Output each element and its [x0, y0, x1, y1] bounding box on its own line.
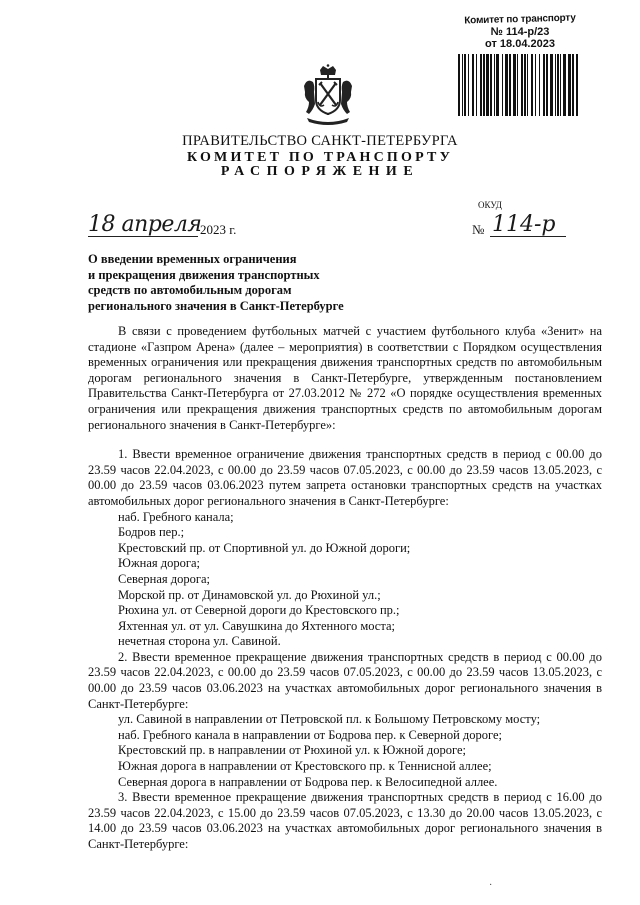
date-underline	[88, 236, 198, 237]
document-subject	[88, 252, 344, 314]
road-list-item: Южная дорога в направлении от Крестовского пр. к Теннисной аллее;	[118, 759, 492, 774]
date-number-row	[88, 212, 568, 242]
road-list-item: Бодров пер.;	[118, 525, 185, 540]
road-list-item: Северная дорога в направлении от Бодрова пер. к Велосипедной аллее.	[118, 774, 498, 789]
road-list-item: Морской пр. от Динамовской ул. до Рюхиной ул.;	[118, 587, 381, 602]
government-title: ПРАВИТЕЛЬСТВО САНКТ-ПЕТЕРБУРГА	[182, 133, 458, 149]
coat-of-arms-icon	[301, 64, 355, 126]
road-list-item: наб. Гребного канала в направлении от Бодрова пер. к Северной дороге;	[118, 727, 503, 742]
subject-line: О введении временных ограничения	[88, 252, 297, 266]
registration-stamp	[440, 14, 600, 50]
okud-label: ОКУД	[478, 200, 502, 210]
road-list-item: Южная дорога;	[118, 556, 201, 571]
document-type-title: РАСПОРЯЖЕНИЕ	[220, 164, 420, 179]
handwritten-number: 114-р	[492, 212, 556, 237]
subject-line: и прекращения движения транспортных	[88, 267, 320, 282]
road-list-item: Яхтенная ул. от ул. Савушкина до Яхтенного моста;	[118, 618, 395, 633]
date-year: 2023 г.	[200, 222, 237, 237]
road-list-item: Крестовский пр. от Спортивной ул. до Южной дороги;	[118, 540, 411, 555]
road-list-item: нечетная сторона ул. Савиной.	[118, 634, 281, 649]
item-2-paragraph: 2. Ввести временное прекращение движения транспортных средств в период с 00.00 до 23.59 часов 22.04.2023, с 00.00 до 23.59 часов 07.05.2023, с 00.00 до 23.59 часов 13.05.2023, с 00.00 до 23.59 часов 03.06.2023 на участках автомобильных дорог регионального значения в Санкт-Петербурге:	[88, 649, 602, 711]
item-3-paragraph: 3. Ввести временное прекращение движения транспортных средств в период с 16.00 до 23.59 часов 22.04.2023, с 15.00 до 23.59 часов 07.05.2023, с 13.30 до 20.00 часов 13.05.2023, с 14.00 до 23.59 часов 03.06.2023 на участках автомобильных дорог регионального значения в Санкт-Петербурге:	[88, 790, 602, 851]
scan-mark: ·	[489, 880, 493, 891]
road-list-item: Северная дорога;	[118, 571, 211, 586]
road-list-item: ул. Савиной в направлении от Петровской пл. к Большому Петровскому мосту;	[118, 712, 541, 727]
number-label: №	[472, 222, 485, 237]
handwritten-date: 18 апреля	[88, 212, 202, 237]
road-list-item: наб. Гребного канала;	[118, 509, 234, 524]
stamp-organization: Комитет по транспорту	[464, 12, 576, 27]
road-list-item: Крестовский пр. в направлении от Рюхиной ул. к Южной дороге;	[118, 743, 467, 758]
committee-title: КОМИТЕТ ПО ТРАНСПОРТУ	[186, 150, 454, 165]
stamp-number: № 114-р/23	[490, 26, 550, 38]
road-list-item: Рюхина ул. от Северной дороги до Крестовского пр.;	[118, 603, 400, 618]
barcode-icon	[458, 54, 580, 116]
subject-line: средств по автомобильным дорогам	[88, 283, 292, 297]
item-1-paragraph: 1. Ввести временное ограничение движения транспортных средств в период с 00.00 до 23.59 часов 22.04.2023, с 00.00 до 23.59 часов 07.05.2023, с 00.00 до 23.59 часов 13.05.2023, с 00.00 до 23.59 часов 03.06.2023 путем запрета остановки транспортных средств на участках автомобильных дорог регионального значения в Санкт-Петербурге:	[88, 447, 602, 508]
stamp-date: от 18.04.2023	[485, 38, 555, 50]
preamble-paragraph: В связи с проведением футбольных матчей с участием футбольного клуба «Зенит» на стадионе «Газпром Арена» (далее – мероприятия) в соответствии с Порядком осуществления временных ограничения или прекращения движения транспортных средств по автомобильным дорогам регионального значения в Санкт-Петербурге, утвержденным постановлением Правительства Санкт-Петербурга от 27.03.2012 № 272 «О порядке осуществления временных ограничения или прекращения движения транспортных средств по автомобильным дорогам регионального значения в Санкт-Петербурге»:	[88, 324, 602, 432]
subject-line: регионального значения в Санкт-Петербурге	[88, 298, 344, 313]
document-body	[88, 324, 602, 853]
number-underline	[490, 236, 566, 237]
